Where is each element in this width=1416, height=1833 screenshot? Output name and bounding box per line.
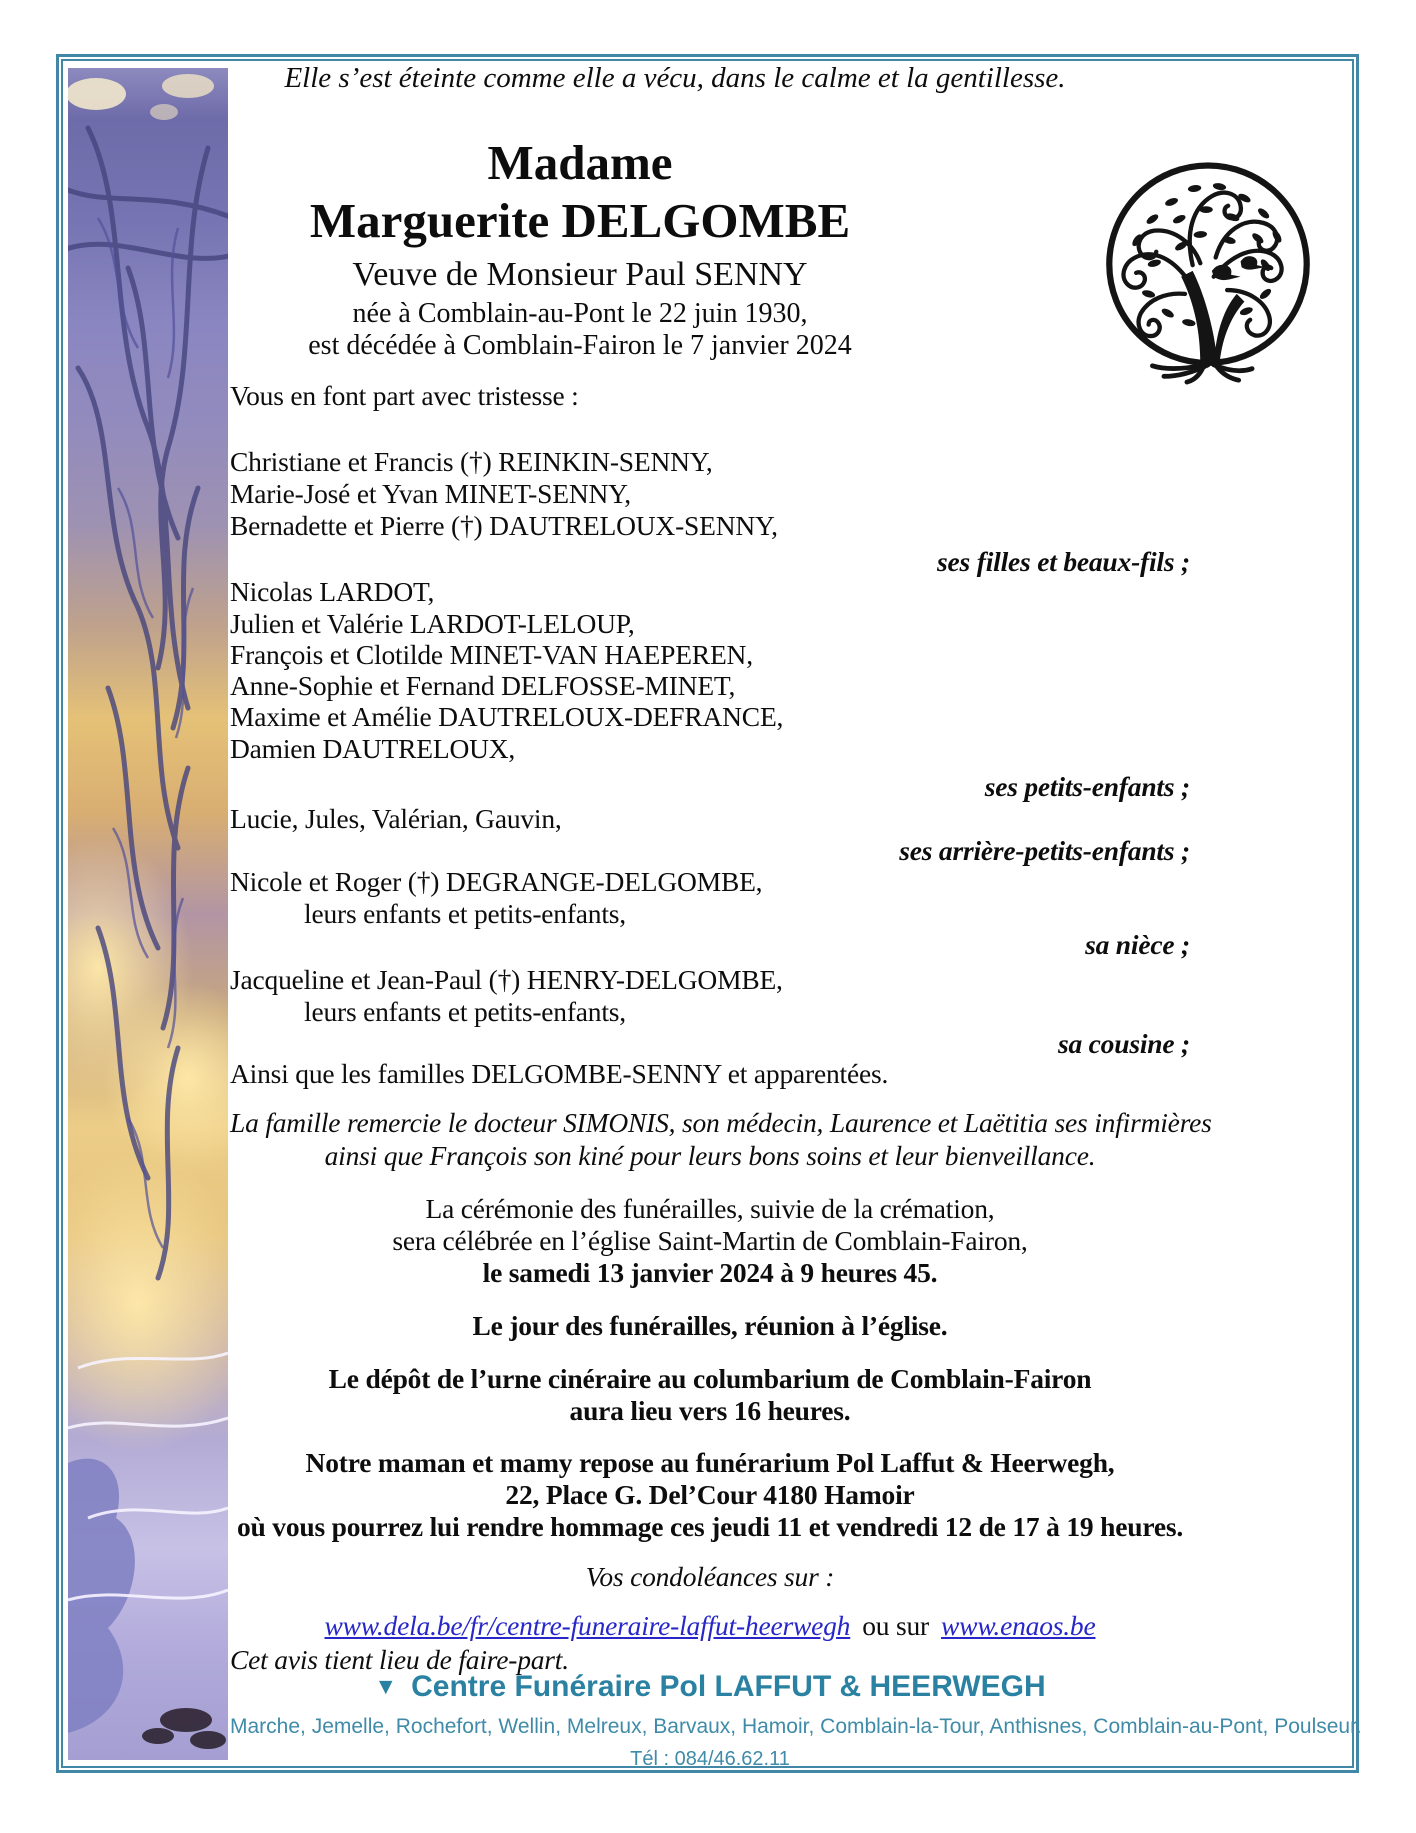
- winter-photo-strip: [68, 68, 228, 1760]
- deceased-title: Madame: [487, 135, 673, 190]
- links-separator: ou sur: [862, 1610, 930, 1641]
- death-line: est décédée à Comblain-Fairon le 7 janvier 2024: [308, 330, 852, 361]
- funeral-home-name: Centre Funéraire Pol LAFFUT & HEERWEGH: [411, 1670, 1046, 1703]
- winter-branches-photo: [68, 68, 228, 1760]
- cousin-line-1: Jacqueline et Jean-Paul (†) HENRY-DELGOMBE,: [230, 964, 783, 995]
- repose-line-1: Notre maman et mamy repose au funérarium Pol Laffut & Heerwegh,: [305, 1447, 1115, 1478]
- ceremony-date-line: le samedi 13 janvier 2024 à 9 heures 45.: [482, 1257, 938, 1288]
- bird-icons: [1212, 256, 1266, 280]
- cousin-line-2: leurs enfants et petits-enfants,: [304, 996, 626, 1027]
- great-grandchildren-label: ses arrière-petits-enfants ;: [899, 835, 1190, 866]
- urn-line-1: Le dépôt de l’urne cinéraire au columbarium de Comblain-Fairon: [328, 1363, 1092, 1394]
- funeral-home-phone: Tél : 084/46.62.11: [630, 1748, 790, 1770]
- repose-line-3: où vous pourrez lui rendre hommage ces jeudi 11 et vendredi 12 de 17 à 19 heures.: [236, 1511, 1184, 1542]
- reunion-line: Le jour des funérailles, réunion à l’église.: [472, 1310, 948, 1341]
- families-line: Ainsi que les familles DELGOMBE-SENNY et apparentées.: [230, 1058, 889, 1089]
- family-line-daughter-1: Christiane et Francis (†) REINKIN-SENNY,: [230, 446, 713, 477]
- family-line-daughter-3: Bernadette et Pierre (†) DAUTRELOUX-SENNY,: [230, 510, 778, 541]
- announcement-intro: Vous en font part avec tristesse :: [230, 380, 579, 411]
- thanks-line-1: La famille remercie le docteur SIMONIS, son médecin, Laurence et Laëtitia ses infirmières: [230, 1107, 1212, 1138]
- family-line-grandchild-3: François et Clotilde MINET-VAN HAEPEREN,: [230, 639, 753, 670]
- condolences-label: Vos condoléances sur :: [585, 1561, 835, 1592]
- widow-line: Veuve de Monsieur Paul SENNY: [352, 256, 808, 293]
- tree-of-life-logo: [1093, 150, 1323, 388]
- enaos-link[interactable]: www.enaos.be: [941, 1610, 1096, 1641]
- family-line-grandchild-6: Damien DAUTRELOUX,: [230, 733, 516, 764]
- niece-label: sa nièce ;: [1085, 929, 1190, 960]
- triangle-down-icon: ▼: [374, 1673, 398, 1699]
- birth-line: née à Comblain-au-Pont le 22 juin 1930,: [352, 298, 808, 329]
- ceremony-line-1: La cérémonie des funérailles, suivie de la crémation,: [425, 1193, 995, 1224]
- epigraph: Elle s’est éteinte comme elle a vécu, dans le calme et la gentillesse.: [284, 62, 1066, 94]
- funeral-home-title: [230, 1671, 1190, 1704]
- family-line-grandchild-4: Anne-Sophie et Fernand DELFOSSE-MINET,: [230, 670, 736, 701]
- niece-line-2: leurs enfants et petits-enfants,: [304, 898, 626, 929]
- condolences-links: [230, 1610, 1190, 1642]
- niece-line-1: Nicole et Roger (†) DEGRANGE-DELGOMBE,: [230, 866, 763, 897]
- faire-part-notice: Cet avis tient lieu de faire-part.: [230, 1644, 569, 1675]
- great-grandchildren-line: Lucie, Jules, Valérian, Gauvin,: [230, 803, 562, 834]
- ceremony-line-2: sera célébrée en l’église Saint-Martin de Comblain-Fairon,: [392, 1225, 1028, 1256]
- cousin-label: sa cousine ;: [1057, 1028, 1190, 1059]
- family-line-daughter-2: Marie-José et Yvan MINET-SENNY,: [230, 478, 631, 509]
- dela-link[interactable]: www.dela.be/fr/centre-funeraire-laffut-heerwegh: [324, 1610, 851, 1641]
- tree-of-life-icon: [1093, 150, 1323, 388]
- thanks-line-2: ainsi que François son kiné pour leurs bons soins et leur bienveillance.: [324, 1140, 1096, 1171]
- urn-line-2: aura lieu vers 16 heures.: [569, 1395, 851, 1426]
- family-line-grandchild-1: Nicolas LARDOT,: [230, 576, 435, 607]
- grandchildren-label: ses petits-enfants ;: [984, 771, 1190, 802]
- funeral-home-locations: Marche, Jemelle, Rochefort, Wellin, Melreux, Barvaux, Hamoir, Comblain-la-Tour, Anthisnes, Comblain-au-Pont, Poulseur.: [230, 1715, 1362, 1738]
- family-line-grandchild-2: Julien et Valérie LARDOT-LELOUP,: [230, 608, 635, 639]
- deceased-name: Marguerite DELGOMBE: [309, 193, 851, 248]
- daughters-label: ses filles et beaux-fils ;: [937, 546, 1190, 577]
- repose-line-2: 22, Place G. Del’Cour 4180 Hamoir: [505, 1479, 915, 1510]
- family-line-grandchild-5: Maxime et Amélie DAUTRELOUX-DEFRANCE,: [230, 701, 784, 732]
